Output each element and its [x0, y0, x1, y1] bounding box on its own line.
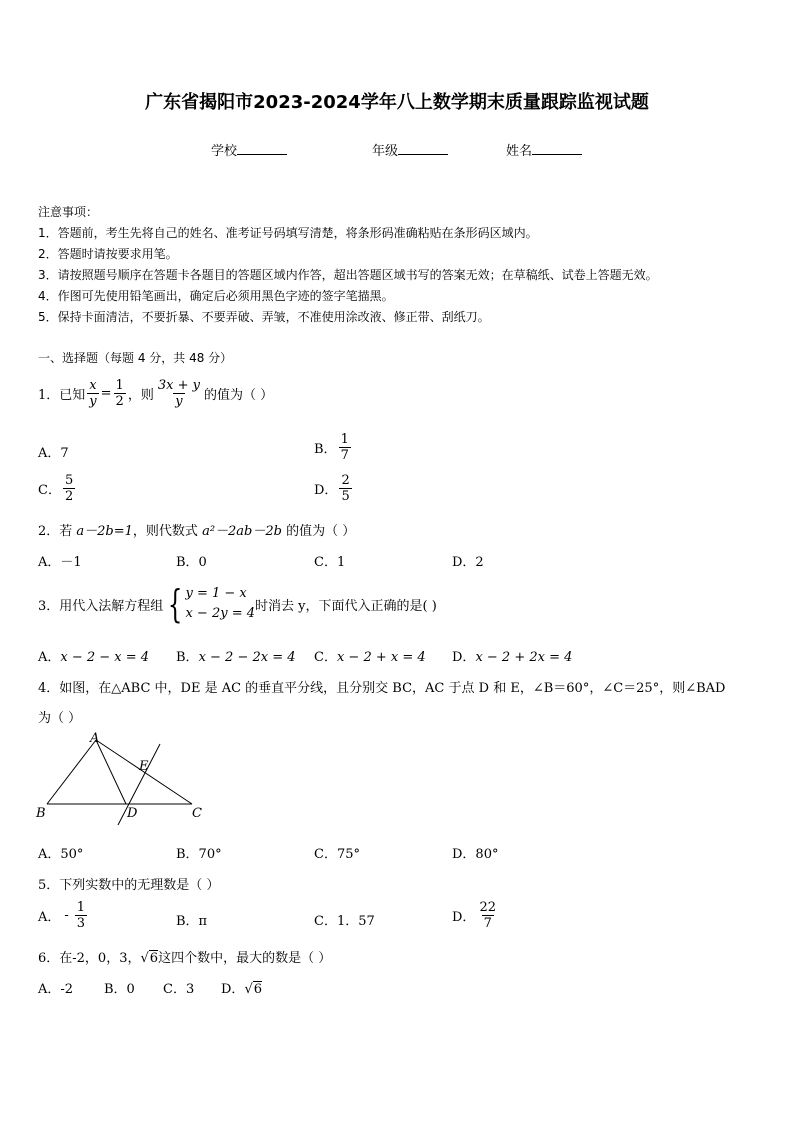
q5-option-b[interactable]: B．π: [176, 914, 208, 929]
segment-ab: [47, 740, 96, 804]
sqrt-icon: √: [244, 982, 253, 997]
q5-option-a[interactable]: A． - $\frac{1}{3}$: [38, 900, 86, 931]
q1-option-d[interactable]: [314, 473, 354, 504]
q3-option-c[interactable]: C．x − 2 + x = 4: [314, 650, 426, 665]
label-e: E: [139, 759, 149, 774]
question-4-line-2: 为（ ）: [38, 711, 82, 726]
q1-option-b[interactable]: [314, 432, 353, 463]
q2-option-a[interactable]: A．－1: [38, 555, 82, 570]
label-c: C: [192, 806, 202, 821]
q1-option-b-label: B．: [314, 442, 337, 457]
question-2: [38, 520, 355, 539]
q1-option-d-label: D．: [314, 483, 338, 498]
name-field: [506, 140, 582, 159]
grade-field: [372, 140, 448, 159]
note-item: 4．作图可先使用铅笔画出，确定后必须用黑色字迹的签字笔描黑。: [38, 289, 394, 303]
q2-option-d[interactable]: D．2: [452, 555, 484, 570]
q3-option-d[interactable]: D．x − 2 + 2x = 4: [452, 650, 573, 665]
q5-option-d[interactable]: D． $\frac{22}{7}$: [452, 900, 496, 931]
question-1: [38, 378, 273, 409]
q4-option-a[interactable]: A．50°: [38, 847, 84, 862]
q5-option-c[interactable]: C．1．57: [314, 914, 375, 929]
q3-prefix: 3．用代入法解方程组: [38, 598, 164, 614]
label-b: B: [36, 806, 46, 821]
note-item: 5．保持卡面清洁，不要折暴、不要弄破、弄皱，不准使用涂改液、修正带、刮纸刀。: [38, 310, 490, 324]
q4-option-b[interactable]: B．70°: [176, 847, 222, 862]
q6-text-b: 这四个数中，最大的数是（ ）: [158, 951, 332, 966]
q2-text-b: ，则代数式: [132, 524, 203, 539]
q1-option-b-frac: $\frac{1}{7}$: [340, 432, 349, 463]
note-item: 2．答题时请按要求用笔。: [38, 247, 178, 261]
q1-frac-x-over-y: $\frac{x}{y}$: [89, 378, 97, 409]
q3-option-a[interactable]: A．x − 2 − x = 4: [38, 650, 150, 665]
sqrt-icon: √: [140, 951, 149, 966]
q5-option-d-frac: $\frac{22}{7}$: [479, 900, 496, 931]
label-a: A: [90, 731, 100, 746]
q1-option-a[interactable]: A．7: [38, 446, 69, 461]
q2-option-c[interactable]: C．1: [314, 555, 346, 570]
question-5: 5．下列实数中的无理数是（ ）: [38, 878, 220, 893]
grade-blank: [398, 142, 448, 155]
note-item: 3．请按照题号顺序在答题卡各题目的答题区域内作答，超出答题区域书写的答案无效；在草稿纸、试卷上答题无效。: [38, 268, 658, 282]
label-d: D: [127, 806, 138, 821]
perpendicular-bisector-de: [118, 744, 160, 825]
section-heading: 一、选择题（每题 4 分，共 48 分）: [38, 351, 233, 365]
q1-frac-expr: $\frac{3x + y}{y}$: [157, 378, 200, 409]
q4-option-c[interactable]: C．75°: [314, 847, 360, 862]
q1-suffix: 的值为（ ）: [203, 388, 274, 403]
name-blank: [532, 142, 582, 155]
sqrt-6: √6: [140, 951, 159, 966]
note-item: 1．答题前，考生先将自己的姓名、准考证号码填写清楚，将条形码准确粘贴在条形码区域内。: [38, 226, 538, 240]
question-4-line-1: 4．如图，在△ABC 中，DE 是 AC 的垂直平分线，且分别交 BC，AC 于点 D 和 E，∠B＝60°，∠C＝25°，则∠BAD: [38, 681, 726, 696]
name-label: 姓名: [506, 144, 533, 159]
q1-equals: =: [100, 386, 112, 401]
school-field: [211, 140, 287, 159]
q5-option-a-frac: $\frac{1}{3}$: [76, 900, 86, 931]
school-label: 学校: [211, 144, 238, 159]
triangle-figure: [30, 728, 220, 828]
q2-text-a: 2．若: [38, 524, 77, 539]
q3-suffix: 时消去 y，下面代入正确的是( ): [255, 598, 437, 614]
q2-expr-1: a－2b=1: [76, 524, 133, 539]
q2-expr-2: a²－2ab－2b: [202, 524, 282, 539]
q3-equation-1: y = 1 − x: [185, 586, 247, 601]
sqrt-6-option: √6: [244, 982, 263, 997]
q2-text-c: 的值为（ ）: [281, 524, 356, 539]
q1-option-c[interactable]: [38, 473, 77, 504]
question-3: [38, 584, 437, 624]
q1-mid: ，则: [127, 388, 154, 403]
q1-option-d-frac: $\frac{2}{5}$: [341, 473, 350, 504]
q6-option-a[interactable]: A．-2: [38, 982, 74, 997]
question-6: [38, 947, 331, 966]
q6-option-d[interactable]: D．√6: [221, 982, 263, 997]
q2-option-b[interactable]: B．0: [176, 555, 207, 570]
q1-option-c-frac: $\frac{5}{2}$: [64, 473, 74, 504]
q1-option-c-label: C．: [38, 483, 61, 498]
q6-option-c[interactable]: C．3: [163, 982, 195, 997]
exam-title: 广东省揭阳市2023-2024学年八上数学期末质量跟踪监视试题: [145, 92, 649, 113]
q3-equation-2: x − 2y = 4: [185, 606, 256, 621]
q1-frac-half: $\frac{1}{2}$: [115, 378, 124, 409]
notes-heading: 注意事项：: [38, 205, 99, 219]
q3-option-b[interactable]: B．x − 2 − 2x = 4: [176, 650, 296, 665]
q6-option-b[interactable]: B．0: [104, 982, 135, 997]
grade-label: 年级: [372, 144, 399, 159]
q3-equation-system: [163, 584, 255, 624]
q1-prefix: 1．已知: [38, 388, 86, 403]
q6-text-a: 6．在-2，0，3，: [38, 951, 141, 966]
school-blank: [237, 142, 287, 155]
left-brace-icon: {: [168, 582, 183, 626]
q4-option-d[interactable]: D．80°: [452, 847, 499, 862]
